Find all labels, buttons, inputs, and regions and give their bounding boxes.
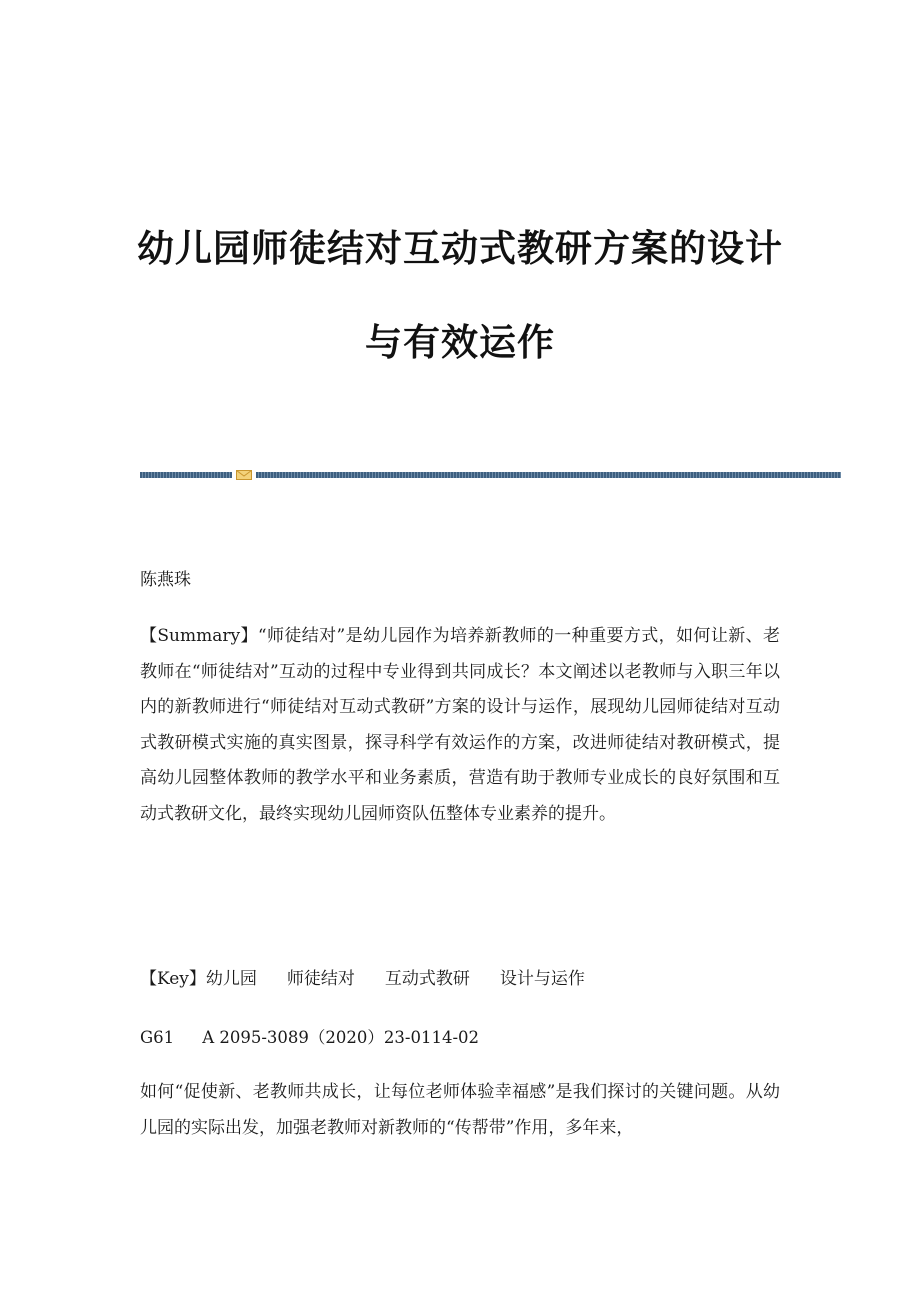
summary-label: 【Summary】: [140, 626, 258, 646]
issn-reference: 2095-3089（2020）23-0114-02: [219, 1028, 480, 1047]
document-title-line-1: 幼儿园师徒结对互动式教研方案的设计: [137, 227, 783, 270]
keywords-line: [140, 962, 780, 998]
keyword-item: 师徒结对: [286, 969, 355, 989]
divider-bar-left: [140, 472, 232, 478]
clc-number: G61: [140, 1028, 175, 1047]
envelope-icon: [236, 470, 252, 480]
author-name: 陈燕珠: [140, 570, 191, 590]
title-divider: [140, 470, 841, 480]
summary-text: “师徒结对”是幼儿园作为培养新教师的一种重要方式，如何让新、老教师在“师徒结对”互动的过程中专业得到共同成长？本文阐述以老教师与入职三年以内的新教师进行“师徒结对互动式教研”方案的设计与运作，展现幼儿园师徒结对互动式教研模式实施的真实图景，探寻科学有效运作的方案，改进师徒结对教研模式，提高幼儿园整体教师的教学水平和业务素质，营造有助于教师专业成长的良好氛围和互动式教研文化，最终实现幼儿园师资队伍整体专业素养的提升。: [140, 626, 780, 824]
divider-bar-right: [256, 472, 841, 478]
keywords-label: 【Key】: [140, 969, 206, 989]
classification-line: [140, 1020, 780, 1056]
keyword-item: 幼儿园: [205, 969, 257, 989]
keyword-item: 设计与运作: [499, 969, 585, 989]
keyword-item: 互动式教研: [384, 969, 470, 989]
document-title-line-2: 与有效运作: [365, 321, 555, 364]
document-code: A: [202, 1028, 215, 1047]
summary-paragraph: [140, 619, 780, 832]
body-paragraph: 如何“促使新、老教师共成长，让每位老师体验幸福感”是我们探讨的关键问题。从幼儿园的实际出发，加强老教师对新教师的“传帮带”作用，多年来，: [140, 1082, 780, 1138]
